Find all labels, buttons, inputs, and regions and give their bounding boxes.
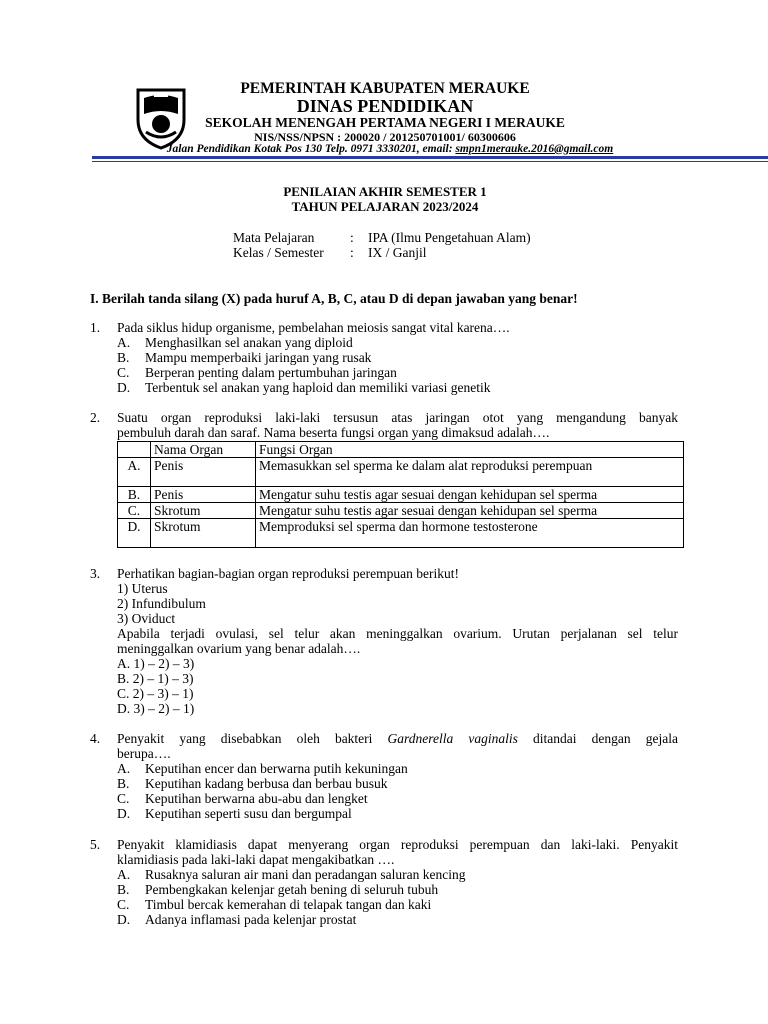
- row-letter[interactable]: D.: [118, 519, 151, 548]
- class-value: IX / Ganjil: [368, 245, 427, 260]
- instruction: I. Berilah tanda silang (X) pada huruf A, B, C, atau D di depan jawaban yang benar!: [90, 291, 578, 306]
- q5-option-a: Rusaknya saluran air mani dan peradangan saluran kencing: [145, 867, 466, 882]
- q4-option-a-letter[interactable]: A.: [117, 761, 131, 776]
- q1-option-c: Berperan penting dalam pertumbuhan jaringan: [145, 365, 397, 380]
- header-government: PEMERINTAH KABUPATEN MERAUKE: [240, 80, 530, 97]
- q4-option-d-letter[interactable]: D.: [117, 806, 131, 821]
- q3-item-1: 1) Uterus: [117, 581, 168, 596]
- q1-option-d-letter[interactable]: D.: [117, 380, 131, 395]
- q4-option-c: Keputihan berwarna abu-abu dan lengket: [145, 791, 368, 806]
- q5-text-line2: klamidiasis pada laki-laki dapat mengakibatkan ….: [117, 852, 395, 867]
- q4-text-line2: berupa….: [117, 746, 171, 761]
- row-letter[interactable]: B.: [118, 487, 151, 503]
- row-organ: Skrotum: [151, 503, 256, 519]
- q2-text-line2: pembuluh darah dan saraf. Nama beserta fungsi organ yang dimaksud adalah….: [117, 425, 550, 440]
- q3-option-d[interactable]: D. 3) – 2) – 1): [117, 701, 195, 716]
- row-organ: Skrotum: [151, 519, 256, 548]
- header-school: SEKOLAH MENENGAH PERTAMA NEGERI I MERAUKE: [205, 115, 565, 130]
- q4-bacteria-name: Gardnerella vaginalis: [387, 731, 518, 746]
- table-row[interactable]: [118, 458, 684, 487]
- q5-option-a-letter[interactable]: A.: [117, 867, 131, 882]
- q5-text-line1: Penyakit klamidiasis dapat menyerang organ reproduksi perempuan dan laki-laki. Penyakit: [117, 837, 678, 852]
- q1-option-c-letter[interactable]: C.: [117, 365, 130, 380]
- q3-item-3: 3) Oviduct: [117, 611, 176, 626]
- organ-table: [117, 441, 684, 548]
- subject-value: IPA (Ilmu Pengetahuan Alam): [368, 230, 531, 245]
- q5-option-c: Timbul bercak kemerahan di telapak tangan dan kaki: [145, 897, 432, 912]
- q5-number: 5.: [90, 837, 101, 852]
- q5-option-b: Pembengkakan kelenjar getah bening di seluruh tubuh: [145, 882, 439, 897]
- q1-option-a: Menghasilkan sel anakan yang diploid: [145, 335, 353, 350]
- table-header-letter: [118, 442, 151, 458]
- address-text: Jalan Pendidikan Kotak Pos 130 Telp. 0971 3330201, email:: [166, 143, 456, 155]
- q4-option-d: Keputihan seperti susu dan bergumpal: [145, 806, 352, 821]
- q3-option-b[interactable]: B. 2) – 1) – 3): [117, 671, 194, 686]
- class-colon: :: [350, 245, 354, 260]
- q3-item-2: 2) Infundibulum: [117, 596, 206, 611]
- subject-colon: :: [350, 230, 354, 245]
- header-rule-thin: [92, 161, 768, 162]
- q4-option-c-letter[interactable]: C.: [117, 791, 130, 806]
- q2-number: 2.: [90, 410, 101, 425]
- table-row[interactable]: [118, 487, 684, 503]
- q3-text-line1: Apabila terjadi ovulasi, sel telur akan meninggalkan ovarium. Urutan perjalanan sel telur: [117, 626, 678, 641]
- class-label: Kelas / Semester: [233, 245, 324, 260]
- exam-title: PENILAIAN AKHIR SEMESTER 1: [283, 184, 487, 199]
- q3-text-line2: meninggalkan ovarium yang benar adalah….: [117, 641, 361, 656]
- subject-label: Mata Pelajaran: [233, 230, 315, 245]
- q3-number: 3.: [90, 566, 101, 581]
- q5-option-c-letter[interactable]: C.: [117, 897, 130, 912]
- q5-option-b-letter[interactable]: B.: [117, 882, 130, 897]
- email-link[interactable]: smpn1merauke.2016@gmail.com: [455, 143, 614, 155]
- row-letter[interactable]: A.: [118, 458, 151, 487]
- q4-option-a: Keputihan encer dan berwarna putih kekuningan: [145, 761, 408, 776]
- q1-option-d: Terbentuk sel anakan yang haploid dan memiliki variasi genetik: [145, 380, 491, 395]
- row-organ: Penis: [151, 458, 256, 487]
- header-rule-thick: [92, 156, 768, 159]
- q3-text: Perhatikan bagian-bagian organ reproduksi perempuan berikut!: [117, 566, 460, 581]
- table-header-organ: Nama Organ: [151, 442, 256, 458]
- header-ids: NIS/NSS/NPSN : 200020 / 201250701001/ 60300606: [254, 130, 516, 144]
- q5-option-d-letter[interactable]: D.: [117, 912, 131, 927]
- header-address: [120, 143, 660, 155]
- q1-option-b-letter[interactable]: B.: [117, 350, 130, 365]
- q1-option-b: Mampu memperbaiki jaringan yang rusak: [145, 350, 372, 365]
- row-function: Memasukkan sel sperma ke dalam alat reproduksi perempuan: [256, 458, 684, 487]
- q1-text: Pada siklus hidup organisme, pembelahan meiosis sangat vital karena….: [117, 320, 510, 335]
- row-function: Mengatur suhu testis agar sesuai dengan kehidupan sel sperma: [256, 487, 684, 503]
- q3-option-a[interactable]: A. 1) – 2) – 3): [117, 656, 195, 671]
- header-department: DINAS PENDIDIKAN: [296, 96, 474, 116]
- q4-text-c: ditandai dengan gejala: [517, 731, 678, 746]
- q3-option-c[interactable]: C. 2) – 3) – 1): [117, 686, 194, 701]
- q2-text-line1: Suatu organ reproduksi laki-laki tersusun atas jaringan otot yang mengandung banyak: [117, 410, 678, 425]
- q5-option-d: Adanya inflamasi pada kelenjar prostat: [145, 912, 357, 927]
- q4-number: 4.: [90, 731, 101, 746]
- table-row[interactable]: [118, 503, 684, 519]
- table-header-function: Fungsi Organ: [256, 442, 684, 458]
- q4-text-line1: [117, 731, 678, 746]
- q1-number: 1.: [90, 320, 101, 335]
- row-organ: Penis: [151, 487, 256, 503]
- row-letter[interactable]: C.: [118, 503, 151, 519]
- table-header-row: [118, 442, 684, 458]
- exam-year: TAHUN PELAJARAN 2023/2024: [291, 199, 479, 214]
- q4-option-b: Keputihan kadang berbusa dan berbau busuk: [145, 776, 388, 791]
- q1-option-a-letter[interactable]: A.: [117, 335, 131, 350]
- table-row[interactable]: [118, 519, 684, 548]
- row-function: Mengatur suhu testis agar sesuai dengan kehidupan sel sperma: [256, 503, 684, 519]
- q4-text-a: Penyakit yang disebabkan oleh bakteri: [117, 731, 388, 746]
- row-function: Memproduksi sel sperma dan hormone testosterone: [256, 519, 684, 548]
- q4-option-b-letter[interactable]: B.: [117, 776, 130, 791]
